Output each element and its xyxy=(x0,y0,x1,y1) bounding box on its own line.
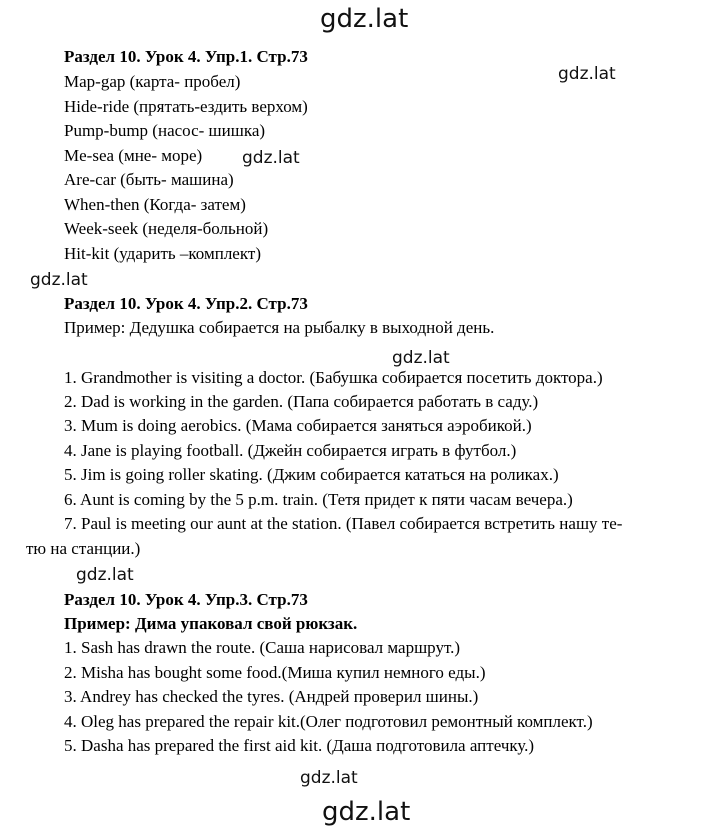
example-line: Пример: Дима упаковал свой рюкзак. xyxy=(64,614,358,633)
word-pair: Me-sea (мне- море) xyxy=(64,146,203,165)
answer-line: 4. Jane is playing football. (Джейн собирается играть в футбол.) xyxy=(64,441,517,460)
answer-line: 3. Andrey has checked the tyres. (Андрей проверил шины.) xyxy=(64,687,479,706)
watermark: gdz.lat xyxy=(242,148,300,168)
answer-line: 6. Aunt is coming by the 5 p.m. train. (Тетя придет к пяти часам вечера.) xyxy=(64,490,573,509)
word-pair: Map-gap (карта- пробел) xyxy=(64,72,241,91)
watermark-top: gdz.lat xyxy=(320,4,409,34)
answer-line: 5. Dasha has prepared the first aid kit. (Даша подготовила аптечку.) xyxy=(64,736,535,755)
answer-line: 7. Paul is meeting our aunt at the station. (Павел собирается встретить нашу те- xyxy=(64,514,623,533)
answer-line-continuation: тю на станции.) xyxy=(26,539,141,558)
answer-line: 5. Jim is going roller skating. (Джим собирается кататься на роликах.) xyxy=(64,465,559,484)
answer-line: 2. Misha has bought some food.(Миша купил немного еды.) xyxy=(64,663,486,682)
word-pair: When-then (Когда- затем) xyxy=(64,195,246,214)
answer-line: 2. Dad is working in the garden. (Папа собирается работать в саду.) xyxy=(64,392,539,411)
word-pair: Hit-kit (ударить –комплект) xyxy=(64,244,261,263)
answer-line: 1. Sash has drawn the route. (Саша нарисовал маршрут.) xyxy=(64,638,461,657)
watermark: gdz.lat xyxy=(30,270,88,290)
word-pair: Week-seek (неделя-больной) xyxy=(64,219,269,238)
word-pair: Are-car (быть- машина) xyxy=(64,170,234,189)
answer-line: 4. Oleg has prepared the repair kit.(Олег подготовил ремонтный комплект.) xyxy=(64,712,593,731)
section-heading: Раздел 10. Урок 4. Упр.3. Стр.73 xyxy=(64,590,308,609)
watermark: gdz.lat xyxy=(300,768,358,788)
section-heading: Раздел 10. Урок 4. Упр.2. Стр.73 xyxy=(64,294,308,313)
answer-line: 1. Grandmother is visiting a doctor. (Бабушка собирается посетить доктора.) xyxy=(64,368,603,387)
word-pair: Pump-bump (насос- шишка) xyxy=(64,121,266,140)
example-line: Пример: Дедушка собирается на рыбалку в выходной день. xyxy=(64,318,495,337)
watermark: gdz.lat xyxy=(392,348,450,368)
word-pair: Hide-ride (прятать-ездить верхом) xyxy=(64,97,308,116)
section-heading: Раздел 10. Урок 4. Упр.1. Стр.73 xyxy=(64,47,308,66)
answer-line: 3. Mum is doing aerobics. (Мама собирается заняться аэробикой.) xyxy=(64,416,532,435)
watermark: gdz.lat xyxy=(558,64,616,84)
watermark-bottom: gdz.lat xyxy=(322,797,411,827)
watermark: gdz.lat xyxy=(76,565,134,585)
